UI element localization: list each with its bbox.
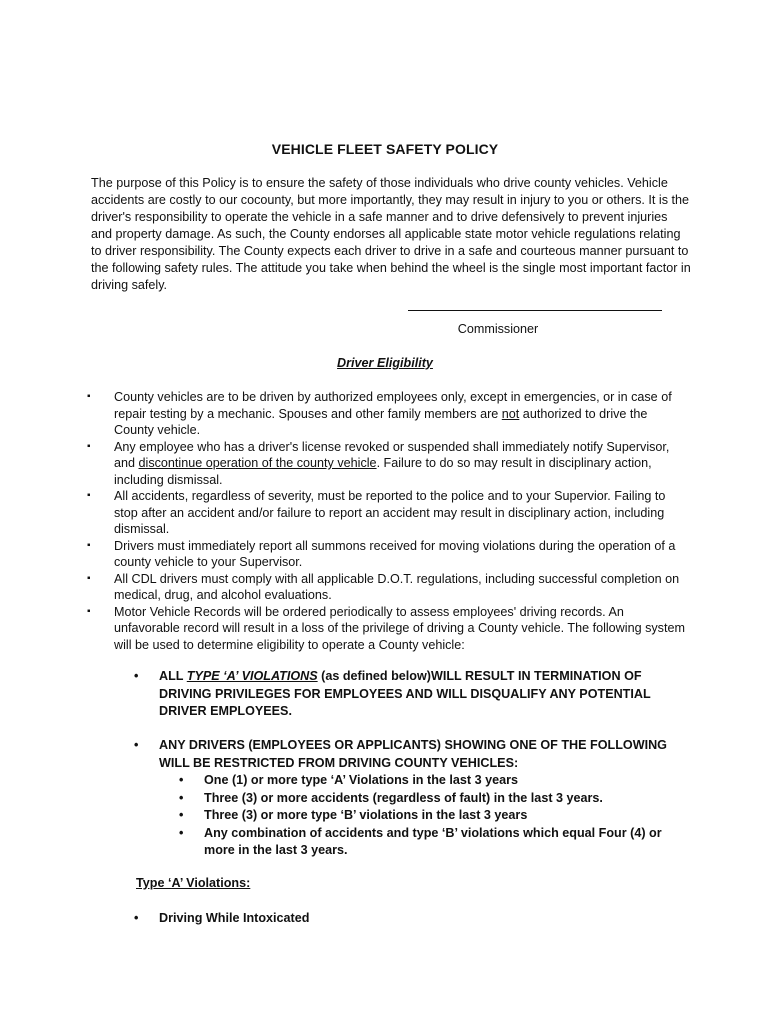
eligibility-rules-list — [87, 389, 687, 653]
restriction-item — [134, 737, 694, 860]
rule-text: Motor Vehicle Records will be ordered periodically to assess employees' driving records. An unfavorable record will result in a loss of the privilege of driving a County vehicle. The following system will be used to determine eligibility to operate a County vehicle: — [114, 604, 685, 652]
rule-text: All CDL drivers must comply with all applicable D.O.T. regulations, including successful completion on medical, drug, and alcohol evaluations. — [114, 571, 680, 602]
rule-item — [87, 604, 687, 654]
rule-item — [87, 439, 687, 489]
termination-list — [134, 668, 694, 721]
bullet-icon: • — [179, 808, 184, 822]
document-title: VEHICLE FLEET SAFETY POLICY — [271, 141, 499, 157]
bullet-icon: ▪ — [87, 391, 91, 402]
rule-text: County vehicles are to be driven by authorized employees only, except in emergencies, or in case of repair testing by a mechanic. Spouses and other family members are — [114, 390, 672, 421]
condition-text: Three (3) or more type ‘B’ violations in the last 3 years — [204, 808, 528, 822]
bullet-icon: • — [134, 738, 139, 752]
bullet-icon: • — [179, 825, 184, 840]
bullet-icon: • — [134, 911, 139, 925]
bullet-icon: • — [179, 773, 184, 787]
rule-item — [87, 488, 687, 538]
condition-text: Any combination of accidents and type ‘B’ violations which equal Four (4) or more in the last 3 years. — [204, 825, 662, 857]
intro-paragraph: The purpose of this Policy is to ensure the safety of those individuals who drive county vehicles. Vehicle accidents are costly to our cocounty, but more importantly, they may result in injury to you or others. It is the driver's responsibility to operate the vehicle in a safe manner and to drive defensively to prevent injuries and property damage. As such, the County endorses all applicable state motor vehicle regulations relating to driver responsibility. The County expects each driver to drive in a safe and courteous manner pursuant to the following safety rules. The attitude you take when behind the wheel is the single most important factor in driving safely. — [91, 176, 691, 292]
condition-text: Three (3) or more accidents (regardless of fault) in the last 3 years. — [204, 790, 603, 805]
condition-item — [179, 790, 694, 808]
type-a-heading: Type ‘A’ Violations: — [136, 876, 251, 890]
rule-emphasis: discontinue operation of the county vehicle — [138, 456, 377, 470]
bullet-icon: ▪ — [87, 572, 91, 584]
termination-item — [134, 668, 694, 721]
type-a-list — [134, 910, 694, 928]
rule-emphasis: not — [501, 406, 520, 421]
signature-line — [408, 309, 662, 311]
driver-eligibility-heading: Driver Eligibility — [337, 356, 433, 370]
rule-item — [87, 538, 687, 571]
type-a-item — [134, 910, 694, 928]
restriction-list — [134, 737, 694, 860]
rule-text: All accidents, regardless of severity, must be reported to the police and to your Supervior. Failing to stop after an accident and/or failure to report an accident may result in disciplinary action, including dismissal. — [114, 489, 666, 536]
bullet-icon: ▪ — [87, 490, 91, 501]
condition-item — [179, 825, 694, 860]
restriction-conditions — [159, 772, 694, 860]
rule-text: authorized to drive the County vehicle. — [114, 406, 648, 437]
condition-item — [179, 807, 694, 825]
bullet-icon: ▪ — [87, 605, 91, 617]
condition-text: One (1) or more type ‘A’ Violations in the last 3 years — [204, 773, 519, 787]
signature-title: Commissioner — [457, 322, 539, 336]
bullet-icon: ▪ — [87, 539, 91, 551]
bullet-icon: ▪ — [87, 440, 91, 452]
rule-item — [87, 389, 687, 439]
bullet-icon: • — [179, 790, 184, 805]
rule-item — [87, 571, 687, 604]
termination-prefix: ALL — [159, 669, 187, 683]
rule-text: Drivers must immediately report all summons received for moving violations during the operation of a county vehicle to your Supervisor. — [114, 538, 676, 569]
rule-text: . Failure to do so may result in disciplinary action, including dismissal. — [114, 456, 652, 487]
bullet-icon: • — [134, 669, 139, 683]
condition-item — [179, 772, 694, 790]
type-a-label: TYPE ‘A’ VIOLATIONS — [186, 669, 318, 683]
restriction-text: ANY DRIVERS (EMPLOYEES OR APPLICANTS) SHOWING ONE OF THE FOLLOWING WILL BE RESTRICTED FROM DRIVING COUNTY VEHICLES: — [159, 738, 667, 770]
termination-text: (as defined below)WILL RESULT IN TERMINATION OF DRIVING PRIVILEGES FOR EMPLOYEES AND WILL DISQUALIFY ANY POTENTIAL DRIVER EMPLOYEES. — [159, 669, 651, 718]
rule-text: Any employee who has a driver's license revoked or suspended shall immediately notify Supervisor, and — [114, 439, 670, 470]
violation-text: Driving While Intoxicated — [159, 911, 310, 925]
